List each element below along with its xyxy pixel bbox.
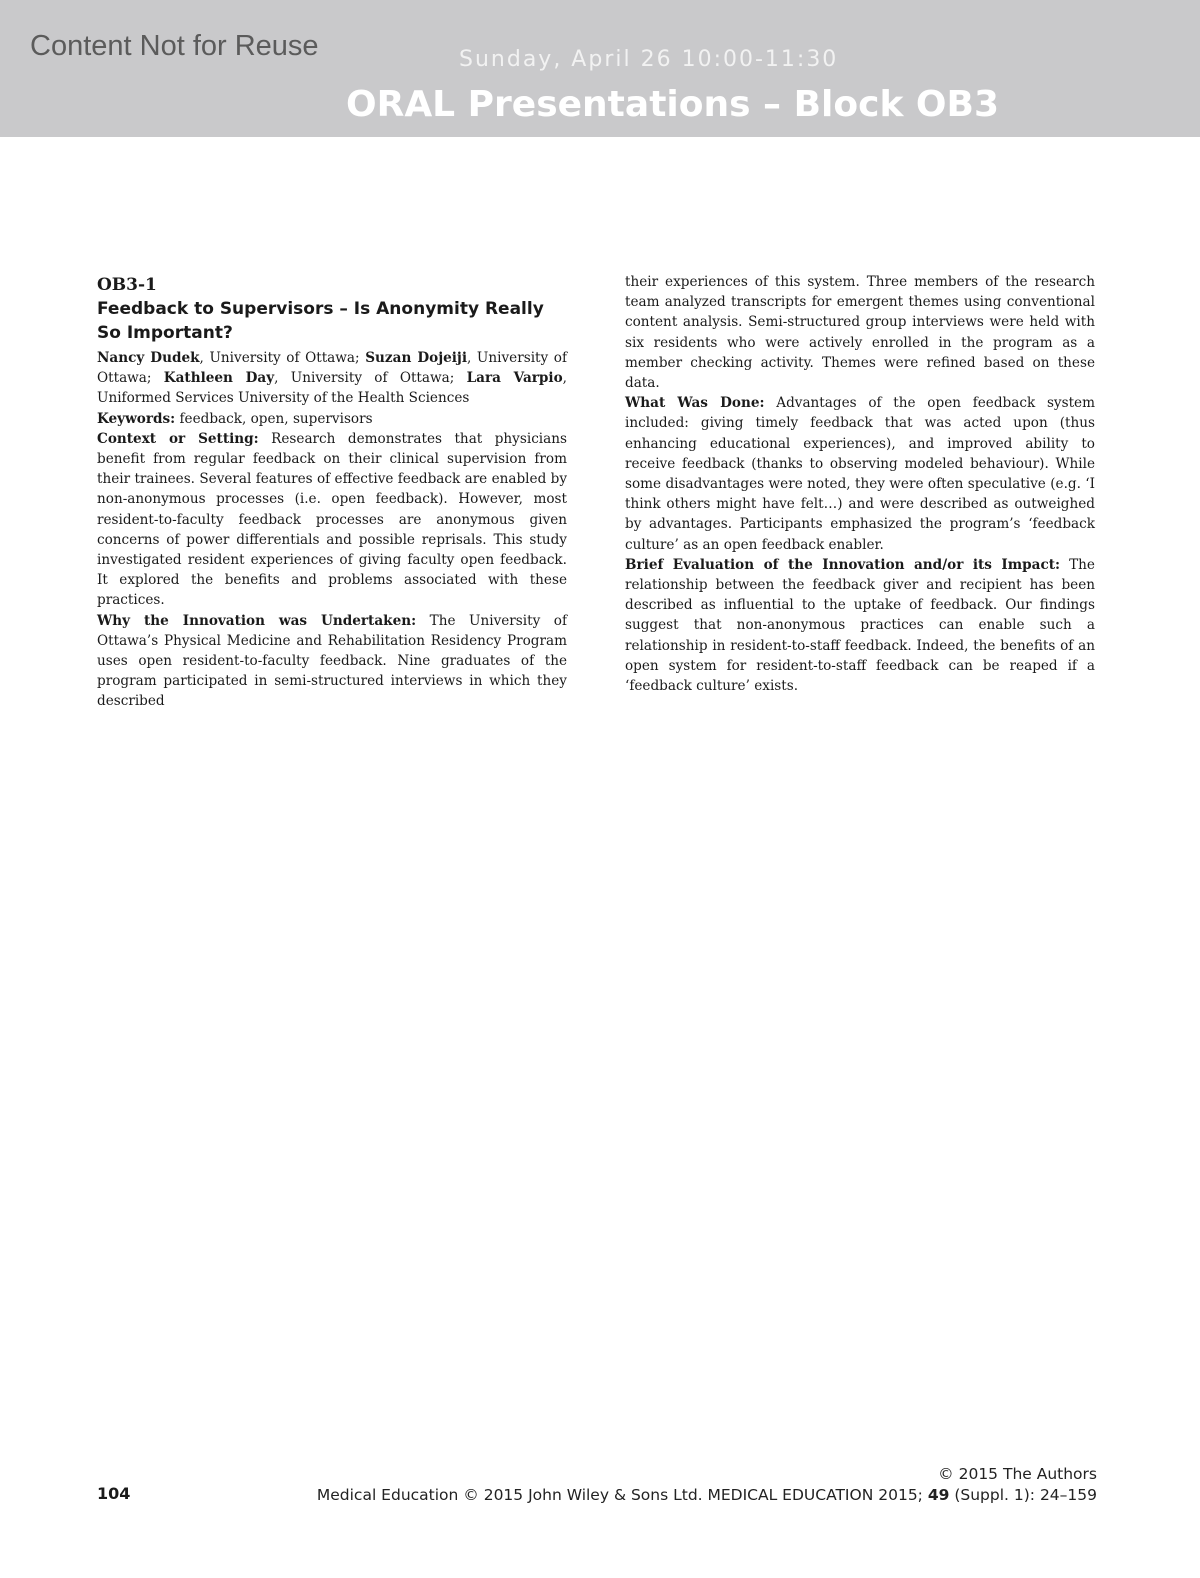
author-name: Kathleen Day: [163, 370, 275, 387]
keywords-label: Keywords:: [97, 410, 176, 427]
section-text: Advantages of the open feedback system included: giving timely feedback that was acted upon (thus enhancing educational experiences), and improved ability to receive feedback (thanks to observing modeled behaviour). While some disadvantages were noted, they were often speculative (e.g. ‘I think others might have felt…) and were described as outweighed by advantages. Participants emphasized the program’s ‘feedback culture’ as an open feedback enabler.: [625, 395, 1095, 553]
footer-citation: [317, 1464, 1097, 1506]
header-band: [0, 0, 1200, 137]
author-name: Suzan Dojeiji: [365, 350, 468, 366]
section-heading: Why the Innovation was Undertaken:: [97, 612, 417, 629]
section-what-was-done: [625, 393, 1095, 555]
author-affiliation: , University of Ottawa;: [97, 350, 567, 387]
author-affiliation: , University of Ottawa;: [274, 370, 467, 387]
author-name: Lara Varpio: [466, 370, 563, 387]
section-heading: Context or Setting:: [97, 430, 259, 447]
section-text: Research demonstrates that physicians benefit from regular feedback on their clinical supervision from their trainees. Several features of effective feedback are enabled by non-anonymous processes (i.e. open feedback). However, most resident-to-faculty feedback processes are anonymous given concerns of power differentials and possible reprisals. This study investigated resident experiences of giving faculty open feedback. It explored the benefits and problems associated with these practices.: [97, 430, 567, 609]
watermark-text: Content Not for Reuse: [30, 30, 319, 62]
author-list: [97, 348, 567, 409]
author-name: Nancy Dudek: [97, 350, 200, 366]
section-text: The University of Ottawa’s Physical Medicine and Rehabilitation Residency Program uses open resident-to-faculty feedback. Nine graduates of the program participated in semi-structured interviews in which they described: [97, 612, 567, 710]
section-heading: Brief Evaluation of the Innovation and/or its Impact:: [625, 556, 1061, 573]
author-affiliation: , Uniformed Services University of the Health Sciences: [97, 370, 567, 407]
abstract-column-left: [97, 272, 567, 712]
copyright-authors: © 2015 The Authors: [938, 1465, 1097, 1483]
section-continuation: [625, 272, 1095, 393]
journal-citation: [317, 1485, 1097, 1506]
abstract-id: OB3-1: [97, 275, 157, 295]
section-why-undertaken: [97, 611, 567, 712]
author-affiliation: , University of Ottawa;: [199, 350, 366, 366]
section-context: [97, 429, 567, 611]
section-evaluation: [625, 555, 1095, 696]
keywords: [97, 409, 567, 429]
abstract-title: Feedback to Supervisors – Is Anonymity Really So Important?: [97, 299, 544, 343]
section-text: The relationship between the feedback giver and recipient has been described as influential to the uptake of feedback. Our findings suggest that non-anonymous practices can enable such a relationship in resident-to-staff feedback. Indeed, the benefits of an open system for resident-to-staff feedback can be reaped if a ‘feedback culture’ exists.: [625, 556, 1095, 695]
keywords-value: feedback, open, supervisors: [179, 410, 373, 427]
citation-suffix: (Suppl. 1): 24–159: [949, 1486, 1097, 1504]
abstract-column-right: [625, 272, 1095, 696]
section-heading: What Was Done:: [625, 395, 765, 412]
section-text: their experiences of this system. Three members of the research team analyzed transcripts for emergent themes using conventional content analysis. Semi-structured group interviews were held with six residents who were actively enrolled in the program as a member checking activity. Themes were refined based on these data.: [625, 274, 1095, 392]
citation-prefix: Medical Education © 2015 John Wiley & Sons Ltd. MEDICAL EDUCATION 2015;: [316, 1486, 928, 1504]
page-number: 104: [97, 1484, 131, 1503]
block-title: ORAL Presentations – Block OB3: [346, 84, 1000, 125]
session-time: Sunday, April 26 10:00-11:30: [459, 47, 839, 72]
volume-number: 49: [927, 1486, 950, 1504]
